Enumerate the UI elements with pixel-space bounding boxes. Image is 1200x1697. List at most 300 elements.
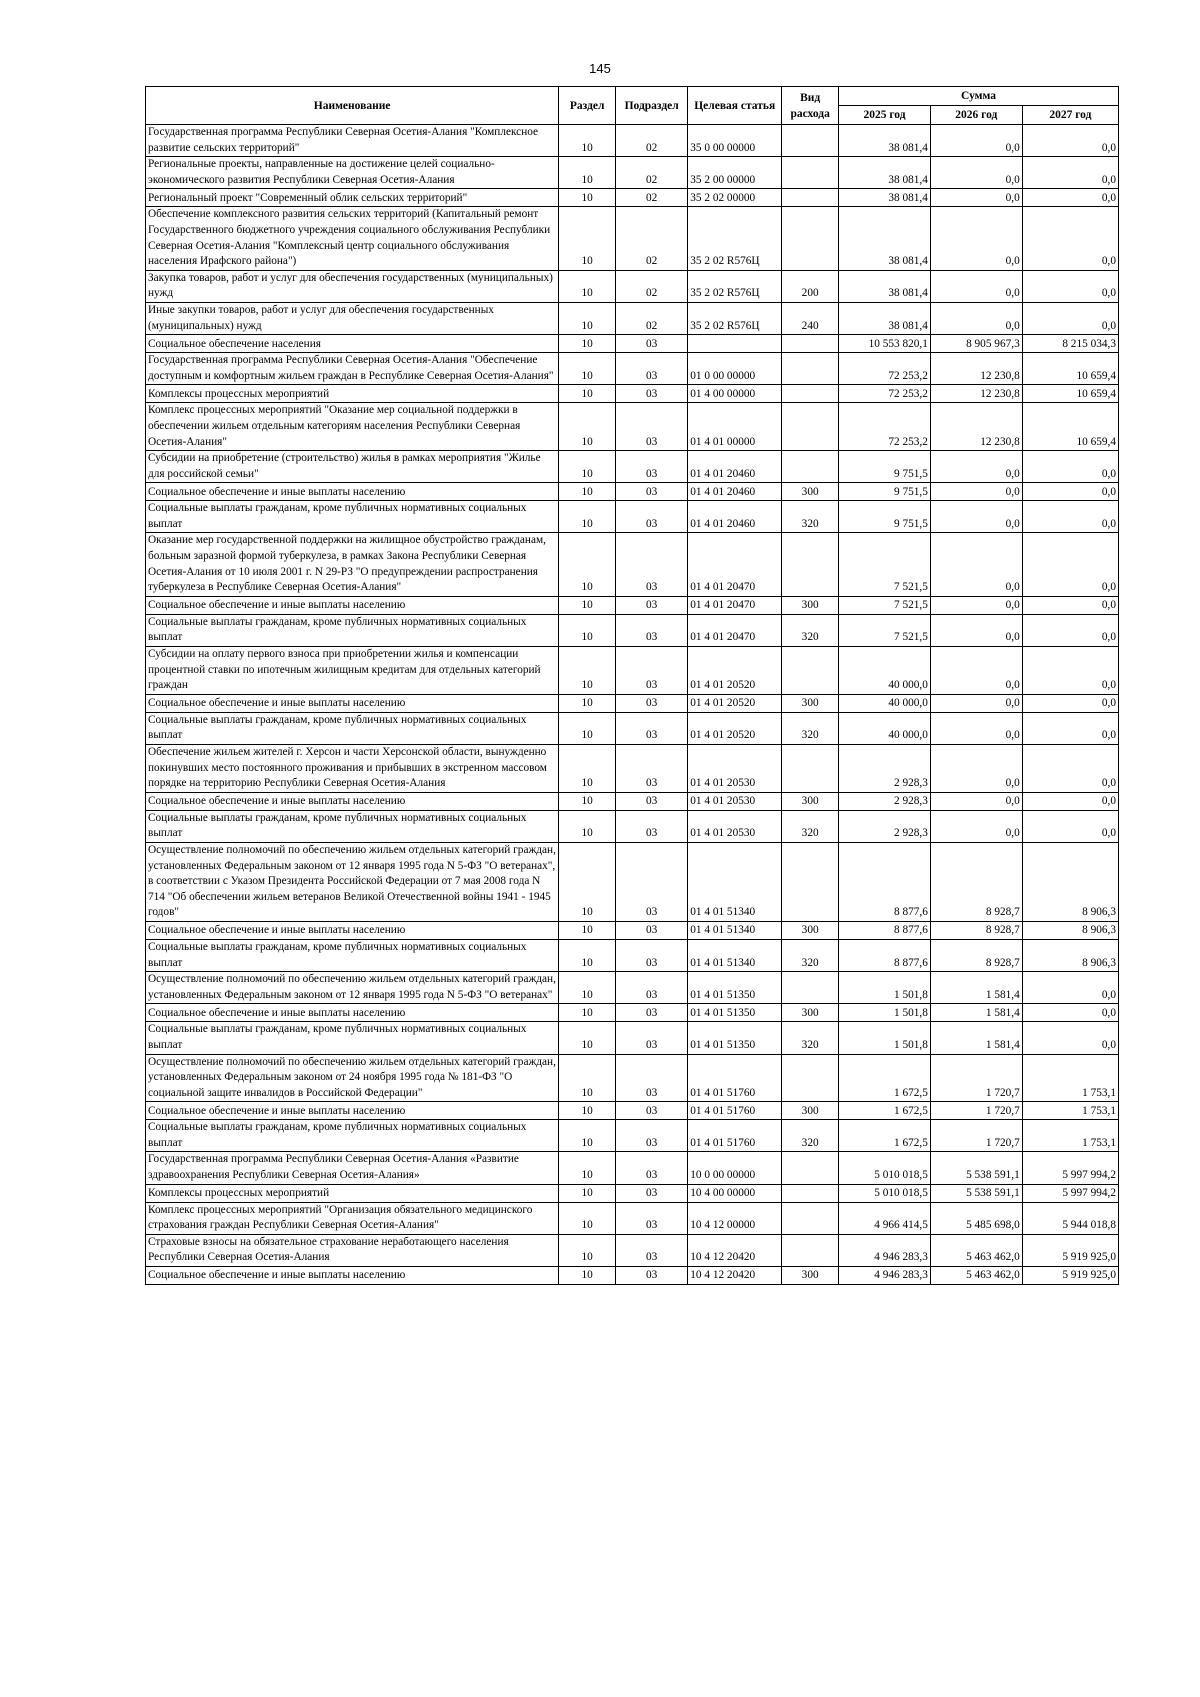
row-section: 10: [559, 1022, 616, 1054]
row-section: 10: [559, 270, 616, 302]
row-target-article: 01 4 01 51760: [688, 1120, 782, 1152]
table-row: [146, 403, 1119, 451]
row-name: Государственная программа Республики Северная Осетия-Алания «Развитие здравоохранения Республики Северная Осетия-Алания»: [146, 1152, 559, 1184]
row-subsection: 03: [616, 483, 688, 501]
row-name: Региональные проекты, направленные на достижение целей социально-экономического развития Республики Северная Осетия-Алания: [146, 157, 559, 189]
table-row: [146, 1120, 1119, 1152]
row-expense-kind: [782, 403, 839, 451]
table-row: [146, 1184, 1119, 1202]
row-sum-2025: 1 501,8: [839, 972, 931, 1004]
row-target-article: 10 4 12 20420: [688, 1267, 782, 1285]
table-row: [146, 207, 1119, 270]
row-expense-kind: [782, 1054, 839, 1102]
row-name: Осуществление полномочий по обеспечению жильем отдельных категорий граждан, установленных Федеральным законом от 12 января 1995 года N 5-ФЗ "О ветеранах": [146, 972, 559, 1004]
table-row: [146, 810, 1119, 842]
row-name: Иные закупки товаров, работ и услуг для обеспечения государственных (муниципальных) нужд: [146, 302, 559, 334]
row-expense-kind: 320: [782, 501, 839, 533]
row-target-article: 01 4 01 20520: [688, 647, 782, 695]
row-section: 10: [559, 842, 616, 921]
row-expense-kind: [782, 207, 839, 270]
table-row: [146, 1234, 1119, 1266]
row-subsection: 03: [616, 353, 688, 385]
row-expense-kind: [782, 533, 839, 596]
row-sum-2025: 8 877,6: [839, 842, 931, 921]
row-expense-kind: 300: [782, 596, 839, 614]
row-expense-kind: [782, 972, 839, 1004]
row-subsection: 03: [616, 810, 688, 842]
row-name: Социальное обеспечение и иные выплаты населению: [146, 792, 559, 810]
row-sum-2025: 9 751,5: [839, 483, 931, 501]
row-section: 10: [559, 596, 616, 614]
row-sum-2026: 5 463 462,0: [930, 1267, 1022, 1285]
row-sum-2025: 5 010 018,5: [839, 1184, 931, 1202]
row-expense-kind: [782, 385, 839, 403]
row-sum-2027: 5 997 994,2: [1022, 1184, 1118, 1202]
row-name: Комплекс процессных мероприятий "Организация обязательного медицинского страхования граждан Республики Северная Осетия-Алания": [146, 1202, 559, 1234]
row-sum-2025: 40 000,0: [839, 712, 931, 744]
row-subsection: 02: [616, 270, 688, 302]
row-target-article: 35 2 02 R576Ц: [688, 270, 782, 302]
row-sum-2025: 1 672,5: [839, 1102, 931, 1120]
row-section: 10: [559, 712, 616, 744]
row-sum-2026: 5 463 462,0: [930, 1234, 1022, 1266]
row-target-article: 01 4 01 20470: [688, 614, 782, 646]
row-sum-2027: 1 753,1: [1022, 1120, 1118, 1152]
row-sum-2026: 1 720,7: [930, 1054, 1022, 1102]
row-expense-kind: 320: [782, 614, 839, 646]
row-sum-2025: 38 081,4: [839, 270, 931, 302]
row-sum-2027: 10 659,4: [1022, 403, 1118, 451]
row-name: Социальные выплаты гражданам, кроме публичных нормативных социальных выплат: [146, 1120, 559, 1152]
row-sum-2026: 0,0: [930, 157, 1022, 189]
row-name: Социальное обеспечение и иные выплаты населению: [146, 1102, 559, 1120]
row-sum-2027: 0,0: [1022, 792, 1118, 810]
row-subsection: 03: [616, 533, 688, 596]
row-sum-2027: 5 997 994,2: [1022, 1152, 1118, 1184]
table-row: [146, 302, 1119, 334]
row-subsection: 02: [616, 189, 688, 207]
table-row: [146, 712, 1119, 744]
table-row: [146, 842, 1119, 921]
row-expense-kind: 200: [782, 270, 839, 302]
row-sum-2026: 0,0: [930, 189, 1022, 207]
row-name: Комплексы процессных мероприятий: [146, 385, 559, 403]
row-section: 10: [559, 302, 616, 334]
row-name: Оказание мер государственной поддержки на жилищное обустройство гражданам, больным заразной формой туберкулеза, в рамках Закона Республики Северная Осетия-Алания от 10 июля 2001 г. N 29-РЗ "О предупреждении распространения туберкулеза в Республике Северная Осетия-Алания": [146, 533, 559, 596]
row-sum-2026: 0,0: [930, 792, 1022, 810]
row-target-article: 01 4 01 20470: [688, 533, 782, 596]
row-target-article: 35 2 02 R576Ц: [688, 302, 782, 334]
header-year-2026: 2026 год: [930, 106, 1022, 125]
row-expense-kind: [782, 1152, 839, 1184]
row-sum-2025: 38 081,4: [839, 125, 931, 157]
row-name: Осуществление полномочий по обеспечению жильем отдельных категорий граждан, установленных Федеральным законом от 24 ноября 1995 года № 181-ФЗ "О социальной защите инвалидов в Российской Федерации": [146, 1054, 559, 1102]
row-sum-2026: 1 720,7: [930, 1120, 1022, 1152]
row-sum-2025: 2 928,3: [839, 745, 931, 793]
table-row: [146, 1152, 1119, 1184]
row-target-article: 35 2 00 00000: [688, 157, 782, 189]
row-expense-kind: 300: [782, 1102, 839, 1120]
row-expense-kind: [782, 745, 839, 793]
row-section: 10: [559, 1120, 616, 1152]
row-target-article: 01 4 01 20520: [688, 712, 782, 744]
row-expense-kind: [782, 842, 839, 921]
row-name: Социальные выплаты гражданам, кроме публичных нормативных социальных выплат: [146, 939, 559, 971]
row-sum-2027: 8 215 034,3: [1022, 335, 1118, 353]
row-expense-kind: 300: [782, 483, 839, 501]
header-name: Наименование: [146, 87, 559, 125]
row-section: 10: [559, 157, 616, 189]
row-section: 10: [559, 483, 616, 501]
row-subsection: 03: [616, 647, 688, 695]
row-target-article: 01 0 00 00000: [688, 353, 782, 385]
row-section: 10: [559, 125, 616, 157]
row-sum-2025: 7 521,5: [839, 533, 931, 596]
row-section: 10: [559, 1234, 616, 1266]
row-sum-2026: 0,0: [930, 745, 1022, 793]
row-target-article: 01 4 01 20530: [688, 745, 782, 793]
row-section: 10: [559, 745, 616, 793]
table-row: [146, 1054, 1119, 1102]
row-target-article: 01 4 01 20530: [688, 792, 782, 810]
row-name: Социальное обеспечение и иные выплаты населению: [146, 1004, 559, 1022]
row-sum-2026: 5 538 591,1: [930, 1152, 1022, 1184]
row-sum-2025: 40 000,0: [839, 694, 931, 712]
row-expense-kind: 300: [782, 792, 839, 810]
row-sum-2026: 0,0: [930, 270, 1022, 302]
header-year-2025: 2025 год: [839, 106, 931, 125]
row-sum-2027: 0,0: [1022, 647, 1118, 695]
row-section: 10: [559, 1152, 616, 1184]
row-expense-kind: [782, 647, 839, 695]
row-name: Социальные выплаты гражданам, кроме публичных нормативных социальных выплат: [146, 614, 559, 646]
row-target-article: 01 4 01 51350: [688, 1022, 782, 1054]
row-target-article: 01 4 01 20470: [688, 596, 782, 614]
row-subsection: 03: [616, 712, 688, 744]
row-expense-kind: 320: [782, 939, 839, 971]
row-subsection: 03: [616, 1267, 688, 1285]
row-sum-2026: 0,0: [930, 694, 1022, 712]
row-subsection: 03: [616, 1152, 688, 1184]
row-sum-2027: 0,0: [1022, 972, 1118, 1004]
row-expense-kind: [782, 451, 839, 483]
row-sum-2026: 0,0: [930, 712, 1022, 744]
header-target-article: Целевая статья: [688, 87, 782, 125]
row-sum-2025: 72 253,2: [839, 403, 931, 451]
row-expense-kind: [782, 335, 839, 353]
row-target-article: [688, 335, 782, 353]
table-row: [146, 335, 1119, 353]
table-row: [146, 939, 1119, 971]
row-subsection: 03: [616, 921, 688, 939]
table-row: [146, 385, 1119, 403]
row-sum-2027: 1 753,1: [1022, 1054, 1118, 1102]
row-expense-kind: 300: [782, 1004, 839, 1022]
row-target-article: 10 4 12 20420: [688, 1234, 782, 1266]
header-sum: Сумма: [839, 87, 1119, 106]
row-sum-2027: 0,0: [1022, 451, 1118, 483]
row-section: 10: [559, 207, 616, 270]
row-sum-2025: 38 081,4: [839, 207, 931, 270]
row-sum-2027: 0,0: [1022, 189, 1118, 207]
row-sum-2026: 0,0: [930, 302, 1022, 334]
table-row: [146, 483, 1119, 501]
row-subsection: 03: [616, 1102, 688, 1120]
row-target-article: 01 4 00 00000: [688, 385, 782, 403]
row-sum-2025: 72 253,2: [839, 353, 931, 385]
row-target-article: 10 0 00 00000: [688, 1152, 782, 1184]
row-sum-2027: 0,0: [1022, 207, 1118, 270]
row-section: 10: [559, 614, 616, 646]
row-sum-2025: 7 521,5: [839, 614, 931, 646]
row-sum-2025: 1 501,8: [839, 1022, 931, 1054]
row-sum-2026: 8 928,7: [930, 921, 1022, 939]
row-section: 10: [559, 1184, 616, 1202]
row-expense-kind: 300: [782, 921, 839, 939]
row-sum-2026: 0,0: [930, 810, 1022, 842]
row-section: 10: [559, 451, 616, 483]
row-expense-kind: 240: [782, 302, 839, 334]
row-name: Социальное обеспечение и иные выплаты населению: [146, 483, 559, 501]
row-sum-2025: 10 553 820,1: [839, 335, 931, 353]
table-row: [146, 353, 1119, 385]
row-name: Социальное обеспечение и иные выплаты населению: [146, 1267, 559, 1285]
row-sum-2027: 0,0: [1022, 810, 1118, 842]
row-sum-2025: 4 946 283,3: [839, 1234, 931, 1266]
row-name: Комплекс процессных мероприятий "Оказание мер социальной поддержки в обеспечении жильем отдельным категориям населения Республики Северная Осетия-Алания": [146, 403, 559, 451]
row-name: Обеспечение комплексного развития сельских территорий (Капитальный ремонт Государственного бюджетного учреждения социального обслуживания Республики Северная Осетия-Алания "Комплексный центр социального обслуживания населения Ирафского района"): [146, 207, 559, 270]
row-sum-2027: 0,0: [1022, 270, 1118, 302]
row-target-article: 35 2 02 R576Ц: [688, 207, 782, 270]
row-target-article: 01 4 01 00000: [688, 403, 782, 451]
row-sum-2027: 5 919 925,0: [1022, 1234, 1118, 1266]
row-expense-kind: 300: [782, 694, 839, 712]
row-section: 10: [559, 403, 616, 451]
row-sum-2026: 0,0: [930, 533, 1022, 596]
row-sum-2025: 38 081,4: [839, 302, 931, 334]
row-sum-2026: 0,0: [930, 125, 1022, 157]
row-subsection: 02: [616, 125, 688, 157]
row-sum-2026: 0,0: [930, 647, 1022, 695]
row-name: Региональный проект "Современный облик сельских территорий": [146, 189, 559, 207]
table-row: [146, 694, 1119, 712]
row-section: 10: [559, 1267, 616, 1285]
row-target-article: 10 4 12 00000: [688, 1202, 782, 1234]
row-target-article: 01 4 01 20520: [688, 694, 782, 712]
table-row: [146, 614, 1119, 646]
row-name: Обеспечение жильем жителей г. Херсон и части Херсонской области, вынужденно покинувших место постоянного проживания и прибывших в экстренном массовом порядке на территорию Республики Северная Осетия-Алания: [146, 745, 559, 793]
row-name: Социальные выплаты гражданам, кроме публичных нормативных социальных выплат: [146, 1022, 559, 1054]
row-sum-2027: 0,0: [1022, 125, 1118, 157]
row-sum-2026: 0,0: [930, 501, 1022, 533]
row-section: 10: [559, 385, 616, 403]
row-sum-2027: 0,0: [1022, 596, 1118, 614]
row-section: 10: [559, 501, 616, 533]
budget-table: [145, 86, 1119, 1285]
table-row: [146, 270, 1119, 302]
row-name: Комплексы процессных мероприятий: [146, 1184, 559, 1202]
row-sum-2025: 1 501,8: [839, 1004, 931, 1022]
row-sum-2025: 5 010 018,5: [839, 1152, 931, 1184]
row-section: 10: [559, 921, 616, 939]
page-number: 145: [589, 61, 611, 76]
row-subsection: 03: [616, 403, 688, 451]
row-sum-2026: 5 538 591,1: [930, 1184, 1022, 1202]
row-sum-2027: 0,0: [1022, 694, 1118, 712]
row-target-article: 01 4 01 20460: [688, 451, 782, 483]
row-name: Социальное обеспечение населения: [146, 335, 559, 353]
row-sum-2027: 0,0: [1022, 1022, 1118, 1054]
row-sum-2027: 0,0: [1022, 302, 1118, 334]
row-sum-2025: 38 081,4: [839, 157, 931, 189]
row-target-article: 01 4 01 51350: [688, 972, 782, 1004]
row-name: Закупка товаров, работ и услуг для обеспечения государственных (муниципальных) нужд: [146, 270, 559, 302]
row-sum-2026: 0,0: [930, 614, 1022, 646]
row-name: Государственная программа Республики Северная Осетия-Алания "Комплексное развитие сельских территорий": [146, 125, 559, 157]
row-subsection: 03: [616, 596, 688, 614]
row-expense-kind: 320: [782, 1120, 839, 1152]
row-target-article: 01 4 01 51340: [688, 939, 782, 971]
row-target-article: 01 4 01 51340: [688, 921, 782, 939]
row-section: 10: [559, 1202, 616, 1234]
row-expense-kind: 320: [782, 810, 839, 842]
row-name: Социальное обеспечение и иные выплаты населению: [146, 596, 559, 614]
row-sum-2025: 1 672,5: [839, 1054, 931, 1102]
row-sum-2026: 8 905 967,3: [930, 335, 1022, 353]
row-section: 10: [559, 189, 616, 207]
row-target-article: 01 4 01 20460: [688, 501, 782, 533]
row-subsection: 03: [616, 335, 688, 353]
row-sum-2027: 0,0: [1022, 1004, 1118, 1022]
row-sum-2025: 1 672,5: [839, 1120, 931, 1152]
row-sum-2026: 1 581,4: [930, 1004, 1022, 1022]
row-section: 10: [559, 335, 616, 353]
row-sum-2026: 8 928,7: [930, 939, 1022, 971]
row-section: 10: [559, 533, 616, 596]
row-sum-2025: 2 928,3: [839, 792, 931, 810]
row-section: 10: [559, 1004, 616, 1022]
table-row: [146, 189, 1119, 207]
row-subsection: 03: [616, 1120, 688, 1152]
row-subsection: 03: [616, 1234, 688, 1266]
row-sum-2025: 9 751,5: [839, 501, 931, 533]
row-section: 10: [559, 1054, 616, 1102]
row-name: Государственная программа Республики Северная Осетия-Алания "Обеспечение доступным и комфортным жильем граждан в Республике Северная Осетия-Алания": [146, 353, 559, 385]
row-sum-2026: 5 485 698,0: [930, 1202, 1022, 1234]
row-expense-kind: [782, 157, 839, 189]
table-body: [146, 125, 1119, 1285]
row-subsection: 03: [616, 1202, 688, 1234]
row-section: 10: [559, 939, 616, 971]
row-sum-2025: 2 928,3: [839, 810, 931, 842]
row-subsection: 02: [616, 207, 688, 270]
row-section: 10: [559, 353, 616, 385]
row-sum-2027: 0,0: [1022, 501, 1118, 533]
row-section: 10: [559, 647, 616, 695]
row-name: Субсидии на оплату первого взноса при приобретении жилья и компенсации процентной ставки по ипотечным жилищным кредитам для отдельных категорий граждан: [146, 647, 559, 695]
row-subsection: 03: [616, 501, 688, 533]
row-sum-2027: 5 919 925,0: [1022, 1267, 1118, 1285]
table-row: [146, 792, 1119, 810]
row-sum-2025: 40 000,0: [839, 647, 931, 695]
row-sum-2027: 8 906,3: [1022, 842, 1118, 921]
row-sum-2026: 12 230,8: [930, 403, 1022, 451]
row-name: Социальное обеспечение и иные выплаты населению: [146, 921, 559, 939]
row-expense-kind: [782, 353, 839, 385]
row-subsection: 03: [616, 972, 688, 1004]
row-sum-2025: 38 081,4: [839, 189, 931, 207]
row-section: 10: [559, 792, 616, 810]
row-subsection: 03: [616, 1004, 688, 1022]
row-name: Страховые взносы на обязательное страхование неработающего населения Республики Северная Осетия-Алания: [146, 1234, 559, 1266]
header-subsection: Подраздел: [616, 87, 688, 125]
row-expense-kind: 300: [782, 1267, 839, 1285]
row-sum-2025: 8 877,6: [839, 921, 931, 939]
row-name: Социальные выплаты гражданам, кроме публичных нормативных социальных выплат: [146, 810, 559, 842]
row-sum-2025: 4 946 283,3: [839, 1267, 931, 1285]
row-sum-2025: 9 751,5: [839, 451, 931, 483]
row-subsection: 03: [616, 1054, 688, 1102]
row-sum-2025: 8 877,6: [839, 939, 931, 971]
row-expense-kind: [782, 1202, 839, 1234]
table-row: [146, 1202, 1119, 1234]
table-row: [146, 647, 1119, 695]
row-name: Субсидии на приобретение (строительство) жилья в рамках мероприятия "Жилье для российской семьи": [146, 451, 559, 483]
table-row: [146, 1102, 1119, 1120]
row-subsection: 03: [616, 694, 688, 712]
row-sum-2027: 0,0: [1022, 533, 1118, 596]
table-row: [146, 596, 1119, 614]
header-year-2027: 2027 год: [1022, 106, 1118, 125]
row-sum-2026: 12 230,8: [930, 353, 1022, 385]
row-target-article: 01 4 01 20460: [688, 483, 782, 501]
row-sum-2027: 8 906,3: [1022, 939, 1118, 971]
row-sum-2026: 0,0: [930, 483, 1022, 501]
row-sum-2026: 8 928,7: [930, 842, 1022, 921]
row-subsection: 03: [616, 1184, 688, 1202]
row-name: Социальное обеспечение и иные выплаты населению: [146, 694, 559, 712]
row-target-article: 10 4 00 00000: [688, 1184, 782, 1202]
row-expense-kind: [782, 189, 839, 207]
row-subsection: 03: [616, 385, 688, 403]
row-subsection: 03: [616, 792, 688, 810]
row-subsection: 03: [616, 745, 688, 793]
row-sum-2027: 10 659,4: [1022, 385, 1118, 403]
row-target-article: 35 0 00 00000: [688, 125, 782, 157]
row-sum-2026: 12 230,8: [930, 385, 1022, 403]
row-expense-kind: 320: [782, 1022, 839, 1054]
table-row: [146, 921, 1119, 939]
row-subsection: 03: [616, 451, 688, 483]
row-sum-2026: 1 720,7: [930, 1102, 1022, 1120]
row-target-article: 01 4 01 51350: [688, 1004, 782, 1022]
row-sum-2026: 1 581,4: [930, 972, 1022, 1004]
row-sum-2027: 0,0: [1022, 712, 1118, 744]
row-target-article: 01 4 01 51760: [688, 1102, 782, 1120]
table-row: [146, 157, 1119, 189]
row-name: Социальные выплаты гражданам, кроме публичных нормативных социальных выплат: [146, 712, 559, 744]
row-expense-kind: [782, 1234, 839, 1266]
row-expense-kind: [782, 1184, 839, 1202]
table-row: [146, 1004, 1119, 1022]
row-section: 10: [559, 694, 616, 712]
row-subsection: 02: [616, 302, 688, 334]
row-sum-2026: 0,0: [930, 596, 1022, 614]
table-row: [146, 501, 1119, 533]
row-target-article: 01 4 01 20530: [688, 810, 782, 842]
table-row: [146, 451, 1119, 483]
row-section: 10: [559, 1102, 616, 1120]
